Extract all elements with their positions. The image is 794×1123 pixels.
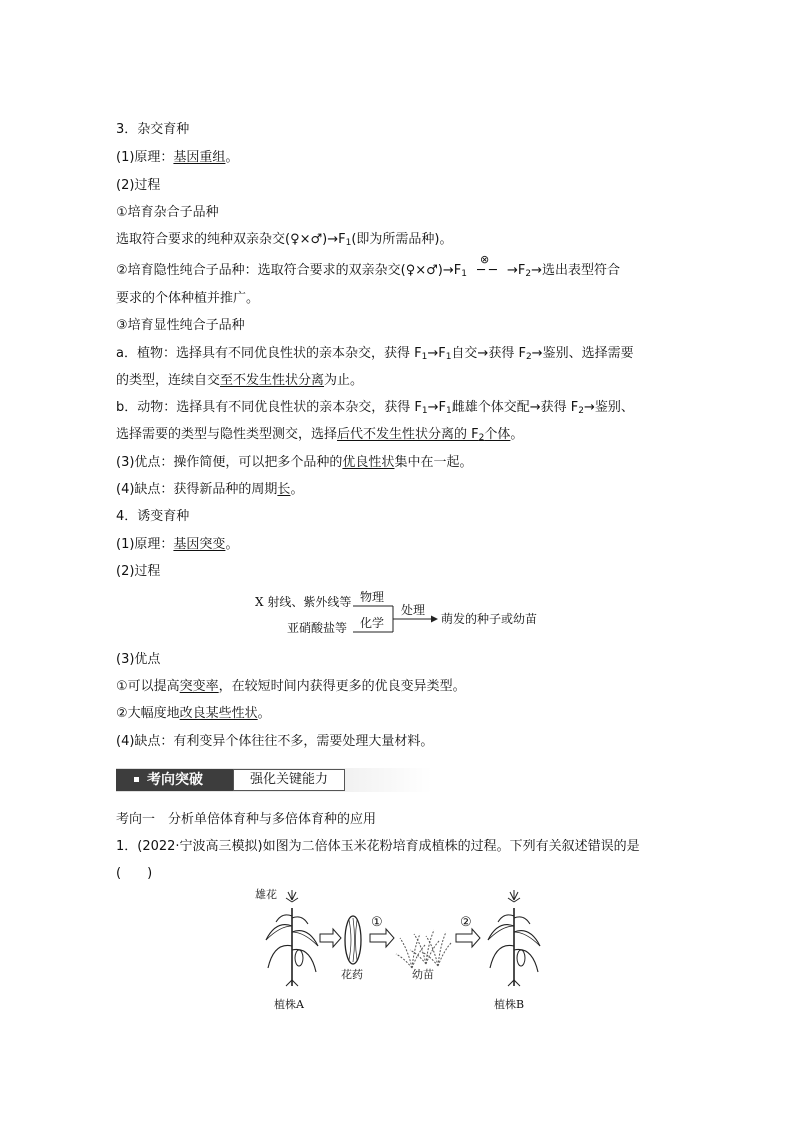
corn-pollen-figure	[240, 886, 560, 1016]
section3-principle: (1)原理：基因重组。	[116, 150, 239, 165]
question1-bracket: ( )	[116, 866, 153, 881]
item3-title: ③培育显性纯合子品种	[116, 318, 245, 333]
diagram-action: 处理	[401, 603, 426, 617]
diagram-target: 萌发的种子或幼苗	[441, 612, 538, 626]
section4-adv-label: (3)优点	[116, 652, 161, 667]
plant-line2: 的类型，连续自交至不发生性状分离为止。	[116, 373, 364, 388]
topic-heading: 考向一 分析单倍体育种与多倍体育种的应用	[116, 812, 377, 827]
animal-line2: 选择需要的类型与隐性类型测交，选择后代不发生性状分离的 $F_2$个体。	[116, 427, 524, 443]
selfing-symbol: ⊗	[479, 253, 490, 266]
square-icon	[134, 777, 139, 782]
arrow-icon	[370, 929, 394, 947]
section-banner	[116, 768, 432, 792]
section3-process-label: (2)过程	[116, 178, 161, 193]
step2-label: ②	[460, 915, 472, 930]
item1-text: 选取符合要求的纯种双亲杂交$(♀\times♂)\to F_1$(即为所需品种)。	[116, 232, 453, 248]
item2-text-cont: 要求的个体种植并推广。	[116, 291, 260, 306]
item2-text: ②培育隐性纯合子品种：选取符合要求的双亲杂交$(♀\times♂)\to F_1$ ⊗ ─ ─ $\to F_2\to$选出表型符合	[116, 253, 620, 279]
arrow-icon	[320, 929, 341, 947]
diagram-label2: 化学	[360, 616, 385, 630]
plant-line1: a．植物：选择具有不同优良性状的亲本杂交，获得 $F_1\to F_1$自交→获得 $F_2\to$鉴别、选择需要	[116, 346, 634, 362]
item1-title: ①培育杂合子品种	[116, 205, 219, 220]
section4-adv2: ②大幅度地改良某些性状。	[116, 706, 271, 721]
seedling-drawing	[396, 934, 426, 968]
banner-light-label: 强化关键能力	[233, 769, 345, 791]
diagram-source1: X 射线、紫外线等	[255, 595, 352, 609]
step1-label: ①	[371, 915, 383, 930]
section4-principle: (1)原理：基因突变。	[116, 537, 239, 552]
plant-b-label: 植株B	[494, 998, 525, 1011]
diagram-source2: 亚硝酸盐等	[287, 621, 348, 635]
plant-b-drawing	[488, 890, 540, 986]
section4-title: 4．诱变育种	[116, 509, 190, 524]
section3-advantage: (3)优点：操作简便，可以把多个品种的优良性状集中在一起。	[116, 455, 473, 470]
seedling-label: 幼苗	[412, 968, 434, 981]
plant-a-label: 植株A	[274, 998, 304, 1011]
plant-a-drawing	[266, 890, 318, 986]
banner-dark-label: 考向突破	[116, 769, 233, 791]
section4-disadvantage: (4)缺点：有利变异个体往往不多，需要处理大量材料。	[116, 734, 434, 749]
section4-process-label: (2)过程	[116, 564, 161, 579]
section4-adv1: ①可以提高突变率，在较短时间内获得更多的优良变异类型。	[116, 679, 466, 694]
anther-label: 花药	[341, 968, 363, 981]
male-flower-label: 雄花	[255, 888, 277, 901]
arrow-icon	[456, 929, 480, 947]
section3-disadvantage: (4)缺点：获得新品种的周期长。	[116, 482, 304, 497]
anther-drawing	[345, 916, 361, 964]
section3-title: 3．杂交育种	[116, 122, 190, 137]
question1-text: 1．(2022·宁波高三模拟)如图为二倍体玉米花粉培育成植株的过程。下列有关叙述错误的是	[116, 839, 640, 854]
animal-line1: b．动物：选择具有不同优良性状的亲本杂交，获得 $F_1\to F_1$雌雄个体交配→获得 $F_2\to$鉴别、	[116, 400, 634, 416]
mutation-breeding-diagram	[245, 586, 565, 638]
diagram-label1: 物理	[360, 590, 385, 604]
